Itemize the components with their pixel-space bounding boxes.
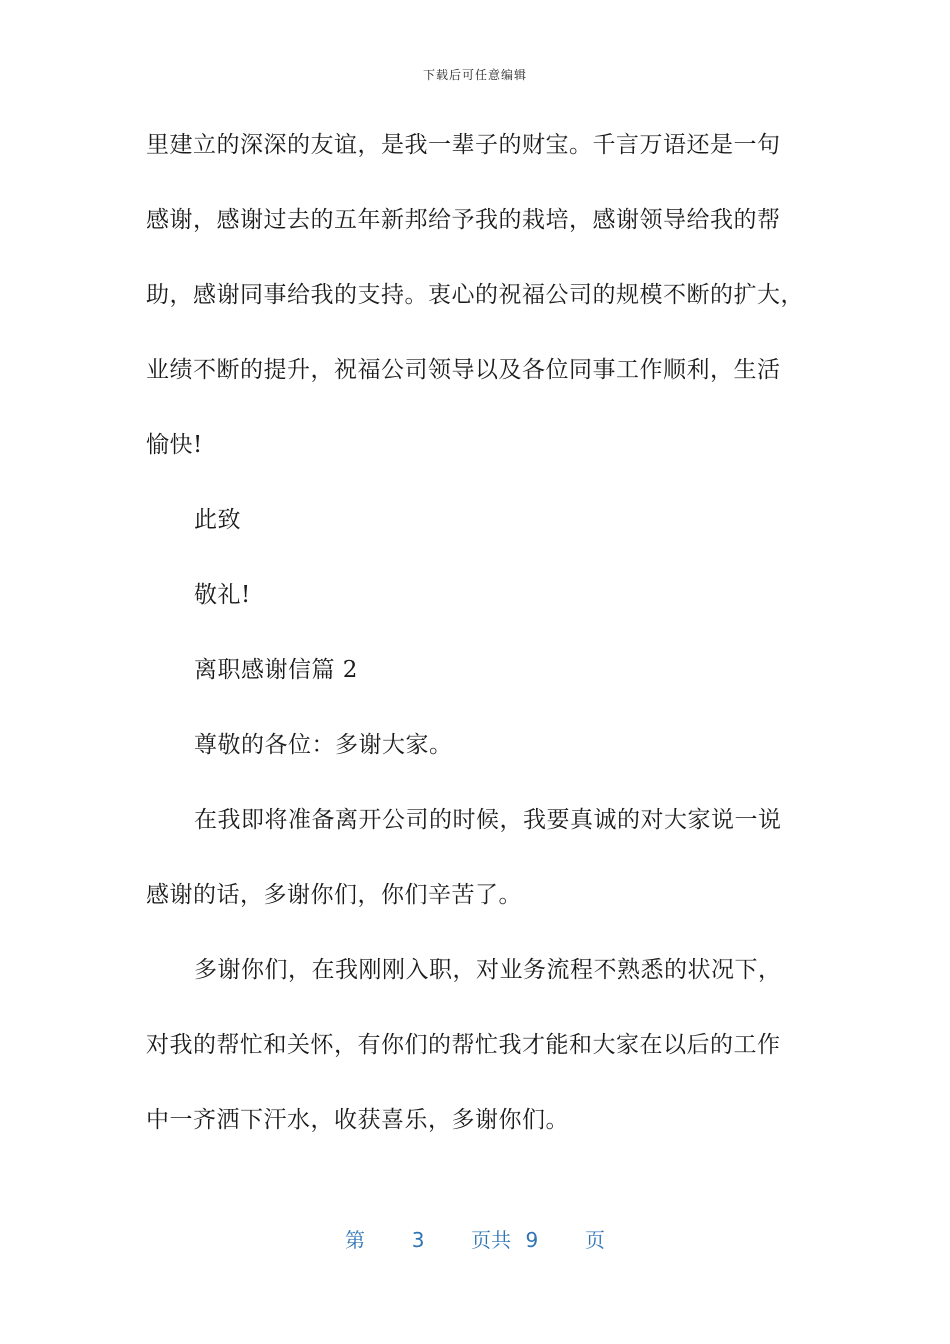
section-title: 离职感谢信篇 2	[194, 657, 358, 683]
paragraph-line: 业绩不断的提升，祝福公司领导以及各位同事工作顺利，生活	[146, 357, 781, 383]
paragraph-line: 愉快!	[146, 432, 203, 458]
paragraph-line: 对我的帮忙和关怀，有你们的帮忙我才能和大家在以后的工作	[146, 1032, 781, 1058]
paragraph-line: 感谢的话，多谢你们，你们辛苦了。	[146, 882, 522, 908]
total-pages-number: 9	[525, 1228, 539, 1252]
current-page-number: 3	[411, 1228, 425, 1252]
paragraph-line: 里建立的深深的友谊，是我一辈子的财宝。千言万语还是一句	[146, 132, 781, 158]
closing-salutation: 此致	[194, 507, 241, 533]
paragraph-line: 在我即将准备离开公司的时候，我要真诚的对大家说一说	[194, 807, 782, 833]
document-body	[146, 120, 806, 1170]
page-header-note: 下载后可任意编辑	[422, 68, 527, 82]
paragraph-line: 多谢你们，在我刚刚入职，对业务流程不熟悉的状况下，	[194, 957, 782, 983]
page-number-footer	[0, 1224, 950, 1253]
footer-middle: 页共	[471, 1228, 512, 1252]
closing-regards: 敬礼!	[194, 582, 251, 608]
paragraph-line: 感谢，感谢过去的五年新邦给予我的栽培，感谢领导给我的帮	[146, 207, 781, 233]
paragraph-line: 中一齐洒下汗水，收获喜乐，多谢你们。	[146, 1107, 569, 1133]
footer-prefix: 第	[345, 1228, 365, 1252]
greeting-line: 尊敬的各位：多谢大家。	[194, 732, 453, 758]
paragraph-line: 助，感谢同事给我的支持。衷心的祝福公司的规模不断的扩大，	[146, 282, 804, 308]
footer-suffix: 页	[584, 1228, 605, 1252]
